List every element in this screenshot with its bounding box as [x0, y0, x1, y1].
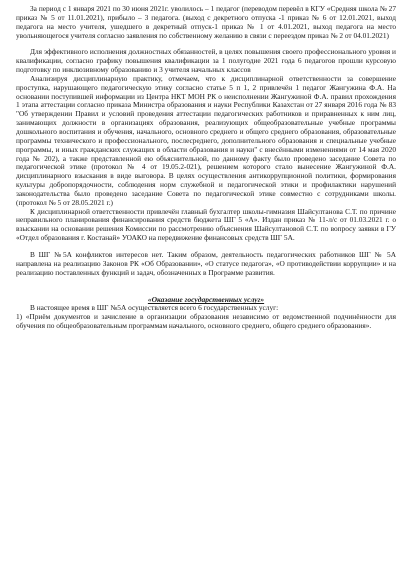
paragraph-disciplinary-practice: Анализируя дисциплинарную практику, отмечаем, что к дисциплинарной ответственности за совершение проступка, нарушающего педагогическую этику согласно статье 5 п 1, 2 привлечён 1 педагог Жангужина Ф.А. На основании поступившей информации из Центра НКТ МОН РК о неисполнении Жангужиной Ф.А. правил прохождения 1 этапа аттестации согласно приказа Министра образования и науки Республики Казахстан от 27 января 2016 года № 83 "Об утверждении Правил и условий проведения аттестации педагогических работников и приравненных к ним лиц, занимающих должности в организациях образования, реализующих общеобразовательные учебные программы дошкольного воспитания и обучения, начального, основного среднего и общего среднего образования, образовательные программы технического и профессионального, послесреднего, дополнительного образования и специальные учебные программы, и иных гражданских служащих в области образования и науки" с внесёнными изменениями от 14 мая 2020 года № 202), а также представленной ею объяснительной, по данному факту было проведено заседание Совета по педагогической этике (протокол № 4 от 19.05.2-021), решением которого стало вынесение Жангужиной Ф.А. дисциплинарного взыскания в виде выговора. В целях осуществления антикоррупционной политики, формирования культуры добропорядочности, соблюдения норм служебной и педагогической этики и профилактики нарушений законодательства было проведено заседание Совета по педагогической этике совместно с сотрудниками школы. (протокол № 5 от 28.05.2021 г.): [16, 73, 396, 207]
paragraph-qualification: Для эффективного исполнения должностных обязанностей, в целях повышения своего профессионального уровня и квалификации, согласно графику повышения квалификации за 1 полугодие 2021 года 6 педагогов прошли курсовую подготовку по инклюзивному образованию и 3 учителя начальных классов: [16, 47, 396, 75]
paragraph-staff-changes: За период с 1 января 2021 по 30 июня 2021г. уволилось – 1 педагог (переводом перевёл в КГУ «Средняя школа № 27 приказ № 5 от 11.01.2021), прибыло – 3 педагога. (выход с декретного отпуска -1 приказ № 6 от 12.01.2021, выход педагога на место учителя, ушедшего в декретный отпуск-1 приказ № 1 от 4.01.2021, выход педагога на место увольняющегося учителя согласно заявления по собственному желанию в связи с переездом приказ № 2 от 04.01.2021): [16, 4, 396, 40]
paragraph-services-intro: В настоящее время в ШГ №5А осуществляется всего 6 государственных услуг:: [30, 303, 279, 313]
section-heading: «Оказание государственных услуг»: [147, 295, 265, 305]
paragraph-conflict-of-interest: В ШГ №5А конфликтов интересов нет. Таким образом, деятельность педагогических работников ШГ № 5А направлена на реализацию Законов РК «Об Образовании», «О статусе педагога», «О противодействии коррупции» и на реализацию поставленных функций и задач, обозначенных в Программе развития.: [16, 249, 396, 277]
paragraph-accountant: К дисциплинарной ответственности привлечён главный бухгалтер школы-гимназия Шайсултанова С.Т. по причине неправильного планирования финансирования средств бюджета ШГ 5 «А». Издан приказ № 11-л/с от 01.03.2021 г. о взыскании на основании решения Комиссии по рассмотрению объяснения Шайсултановой С.Т. по вопросу заявки в ГУ «Отдел образования г. Костанай» УОАКО на передвижение финансовых средств ШГ 5А.: [16, 206, 396, 243]
services-list-item: 1) «Приём документов и зачисление в организации образования независимо от ведомственной подчинённости для обучения по общеобразовательным программам начального, основного среднего, общего среднего образования».: [16, 312, 396, 331]
